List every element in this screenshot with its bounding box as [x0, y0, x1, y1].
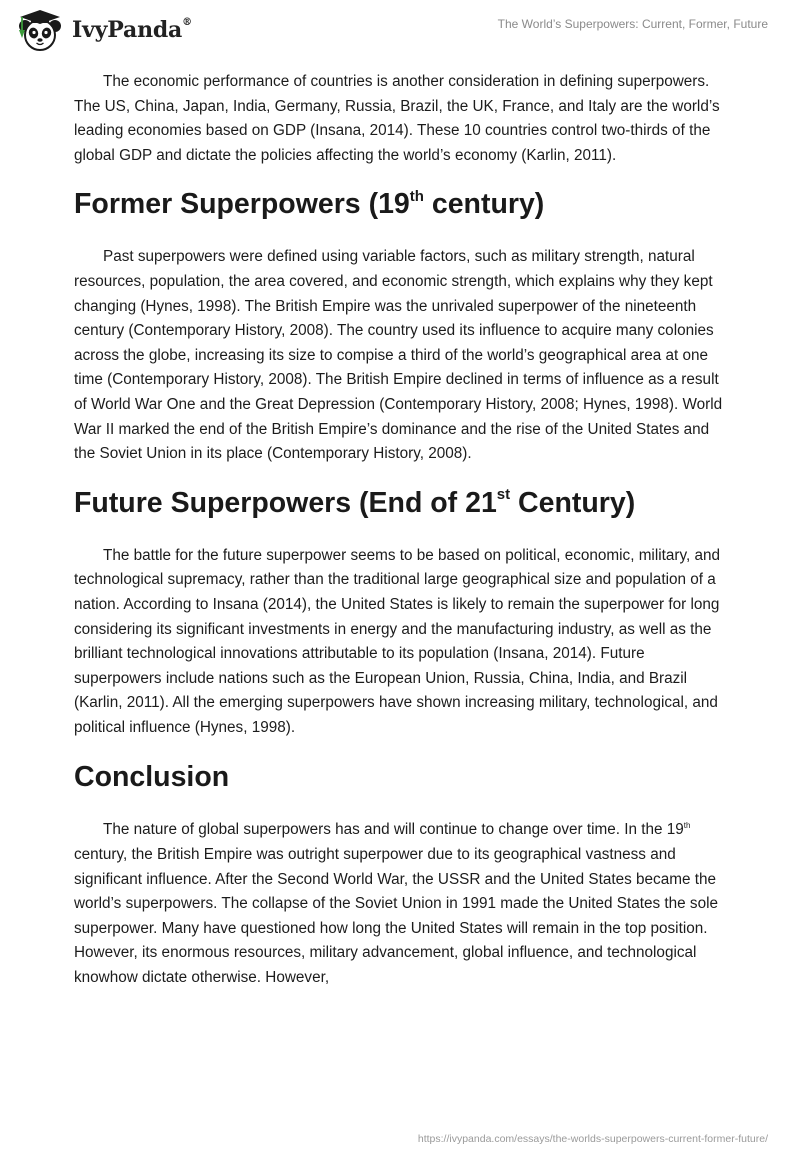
panda-graduate-icon — [14, 8, 66, 52]
heading-conclusion: Conclusion — [74, 761, 230, 794]
logo-text: IvyPanda® — [72, 16, 192, 43]
ivypanda-logo[interactable] — [14, 8, 192, 52]
source-url[interactable]: https://ivypanda.com/essays/the-worlds-superpowers-current-former-future/ — [417, 1133, 768, 1145]
paragraph-conclusion: The nature of global superpowers has and will continue to change over time. In the 19th century, the British Empire was outright superpower due to its geographical vastness and significant influence. After the Second World War, the USSR and the United States became the world’s superpowers. The collapse of the Soviet Union in 1991 made the United States the sole superpower. Many have questioned how long the United States will remain in the top position. However, its enormous resources, military advancement, global influence, and technological knowhow dictate otherwise. However, — [74, 821, 718, 987]
heading-future-superpowers: Future Superpowers (End of 21st Century) — [74, 486, 636, 519]
document-title: The World’s Superpowers: Current, Former, Future — [497, 17, 768, 31]
page-header — [0, 0, 800, 66]
paragraph-future-superpowers: The battle for the future superpower seems to be based on political, economic, military, and technological supremacy, rather than the traditional large geographical size and population of a nation. According to Insana (2014), the United States is likely to remain the superpower for long considering its significant investments in energy and the manufacturing industry, as well as the brilliant technological innovations attributable to its population (Insana, 2014). Future superpowers include nations such as the European Union, Russia, China, India, and Brazil (Karlin, 2011). All the emerging superpowers have shown increasing military, technological, and political influence (Hynes, 1998). — [74, 546, 721, 736]
paragraph-former-superpowers: Past superpowers were defined using variable factors, such as military strength, natural resources, population, the area covered, and economic strength, which explains why they kept changing (Hynes, 1998). The British Empire was the unrivaled superpower of the nineteenth century (Contemporary History, 2008). The country used its influence to acquire many colonies across the globe, increasing its size to compise a third of the world’s geographical area at one time (Contemporary History, 2008). The British Empire declined in terms of influence as a result of World War One and the Great Depression (Contemporary History, 2008; Hynes, 1998). World War II marked the end of the British Empire’s dominance and the rise of the United States and the Soviet Union in its place (Contemporary History, 2008). — [74, 248, 723, 463]
paragraph-economic-performance: The economic performance of countries is another consideration in defining superpowers. The US, China, Japan, India, Germany, Russia, Brazil, the UK, France, and Italy are the world’s leading economies based on GDP (Insana, 2014). These 10 countries control two-thirds of the global GDP and dictate the policies affecting the world’s economy (Karlin, 2011). — [74, 73, 720, 164]
heading-former-superpowers: Former Superpowers (19th century) — [74, 187, 545, 221]
essay-content — [74, 70, 726, 991]
